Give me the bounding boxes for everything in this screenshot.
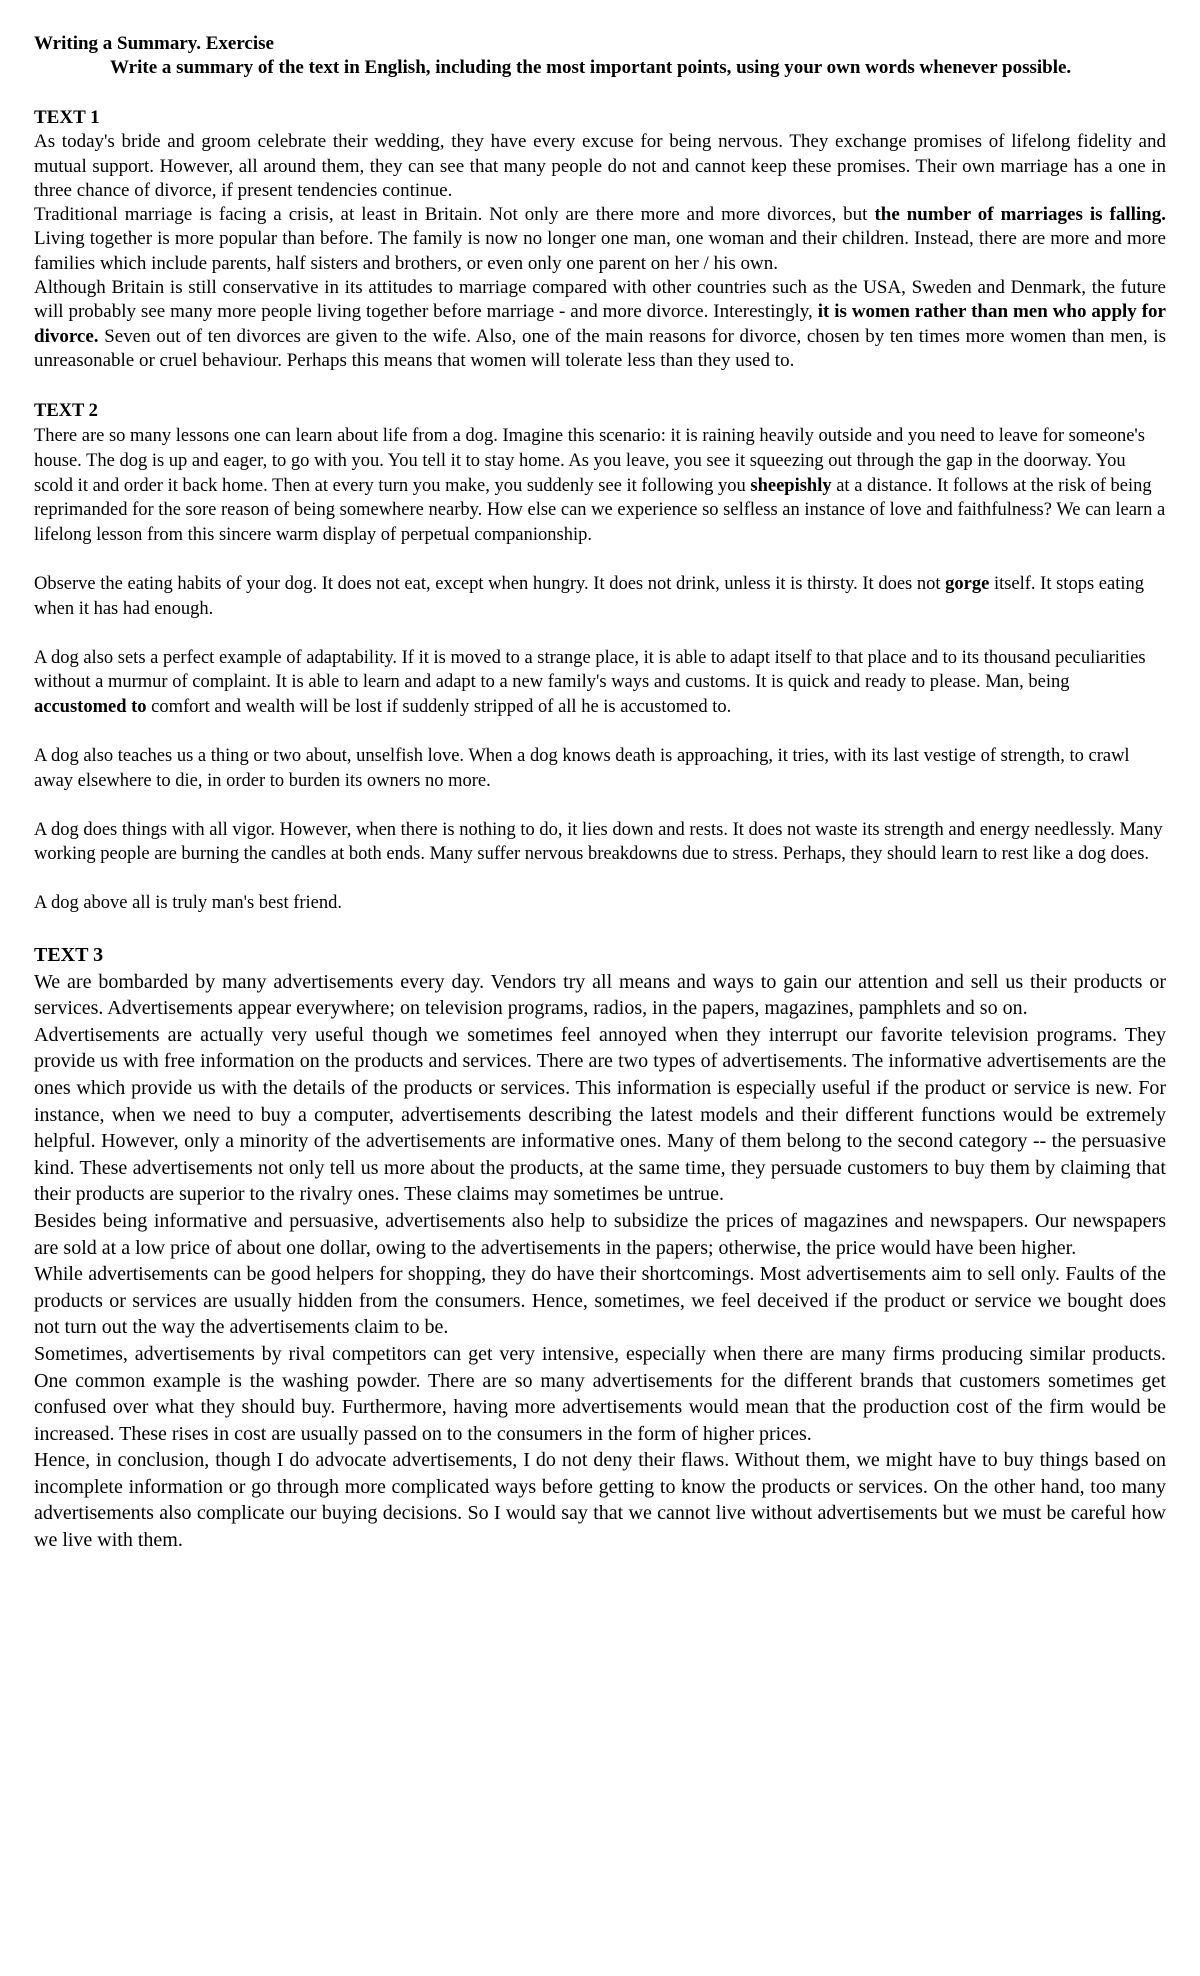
text-3-heading: TEXT 3 xyxy=(34,944,104,967)
text-1-paragraph-3 xyxy=(34,276,1166,373)
bold-word: gorge xyxy=(945,574,990,595)
text-1-paragraph-1: As today's bride and groom celebrate their wedding, they have every excuse for being nervous. They exchange promises of lifelong fidelity and mutual support. However, all around them, they can see that many people do not and cannot keep these promises. Their own marriage has a one in three chance of divorce, if present tendencies continue. xyxy=(34,131,1166,201)
text-3-paragraph-6: Hence, in conclusion, though I do advocate advertisements, I do not deny their flaws. Without them, we might have to buy things based on incomplete information or go through more complicated ways before getting to know the products or services. On the other hand, too many advertisements also complicate our buying decisions. So I would say that we cannot live without advertisements but we must be careful how we live with them. xyxy=(34,1449,1166,1552)
text-2-paragraph-4: A dog also teaches us a thing or two about, unselfish love. When a dog knows death is approaching, it tries, with its last vestige of strength, to crawl away elsewhere to die, in order to burden its owners no more. xyxy=(34,746,1130,791)
spacer xyxy=(34,794,1166,818)
spacer xyxy=(34,548,1166,572)
text-2-paragraph-6: A dog above all is truly man's best friend. xyxy=(34,893,343,914)
bold-phrase: it is women rather than men who apply for divorce. xyxy=(34,301,1166,347)
text-span: Observe the eating habits of your dog. It does not eat, except when hungry. It does not drink, unless it is thirsty. It does not xyxy=(34,574,946,595)
text-3-paragraph-3: Besides being informative and persuasive, advertisements also help to subsidize the prices of magazines and newspapers. Our newspapers are sold at a low price of about one dollar, owing to the advertisements in the papers; otherwise, the price would have been higher. xyxy=(34,1209,1166,1259)
text-span: comfort and wealth will be lost if suddenly stripped of all he is accustomed to. xyxy=(146,697,732,718)
text-3-paragraph-5: Sometimes, advertisements by rival competitors can get very intensive, especially when there are many firms producing similar products. One common example is the washing powder. There are so many advertisements for the different brands that customers sometimes get confused over what they should buy. Furthermore, having more advertisements would mean that the production cost of the firm would be increased. These rises in cost are usually passed on to the consumers in the form of higher prices. xyxy=(34,1342,1166,1445)
text-3-paragraph-4: While advertisements can be good helpers for shopping, they do have their shortcomings. Most advertisements aim to sell only. Faults of the products or services are usually hidden from the consumers. Hence, sometimes, we feel deceived if the product or service we bought does not turn out the way the advertisements claim to be. xyxy=(34,1263,1166,1339)
text-2-section xyxy=(34,399,1166,916)
bold-word: sheepishly xyxy=(750,475,832,496)
text-2-heading: TEXT 2 xyxy=(34,401,98,422)
spacer xyxy=(34,916,1166,942)
spacer xyxy=(34,622,1166,646)
bold-phrase: accustomed to xyxy=(34,697,147,718)
spacer xyxy=(34,720,1166,744)
exercise-instruction: Write a summary of the text in English, including the most important points, using your own words whenever possible. xyxy=(110,57,1072,78)
text-1-heading: TEXT 1 xyxy=(34,107,100,128)
bold-phrase: the number of marriages is falling. xyxy=(874,204,1166,226)
text-2-paragraph-5: A dog does things with all vigor. However, when there is nothing to do, it lies down and rests. It does not waste its strength and energy needlessly. Many working people are burning the candles at both ends. Many suffer nervous breakdowns due to stress. Perhaps, they should learn to rest like a dog does. xyxy=(34,819,1163,865)
text-span: Although Britain is still conservative in its attitudes to marriage compared with other countries such as the USA, Sweden and Denmark, the future will probably see many more people living together before marriage - and more divorce. Interestingly, xyxy=(34,277,1166,323)
document-title: Writing a Summary. Exercise xyxy=(34,33,274,54)
spacer xyxy=(34,80,1166,106)
text-1-paragraph-2 xyxy=(34,203,1166,276)
text-span: There are so many lessons one can learn about life from a dog. Imagine this scenario: it is raining heavily outside and you need to leave for someone's house. The dog is up and eager, to go with you. You tell it to stay home. As you leave, you see it squeezing out through the gap in the doorway. You scold it and order it back home. Then at every turn you make, you suddenly see it following you xyxy=(34,426,1145,496)
text-2-paragraph-2 xyxy=(34,572,1166,622)
text-span: Traditional marriage is facing a crisis, at least in Britain. Not only are there more and more divorces, but xyxy=(34,204,875,226)
text-3-paragraph-2: Advertisements are actually very useful though we sometimes feel annoyed when they interrupt our favorite television programs. They provide us with free information on the products and services. There are two types of advertisements. The informative advertisements are the ones which provide us with the details of the products or services. This information is especially useful if the product or service is new. For instance, when we need to buy a computer, advertisements describing the latest models and their different functions would be extremely helpful. However, only a minority of the advertisements are informative ones. Many of them belong to the second category -- the persuasive kind. These advertisements not only tell us more about the products, at the same time, they persuade customers to buy them by claiming that their products are superior to the rivalry ones. These claims may sometimes be untrue. xyxy=(34,1023,1166,1206)
document-page xyxy=(34,32,1166,1554)
text-3-section xyxy=(34,942,1166,1554)
text-span: at a distance. It follows at the risk of being reprimanded for the sore reason of being somewhere nearby. How else can we experience so selfless an instance of love and faithfulness? We can learn a lifelong lesson from this sincere warm display of perpetual companionship. xyxy=(34,475,1166,546)
text-span: Living together is more popular than before. The family is now no longer one man, one woman and their children. Instead, there are more and more families which include parents, half sisters and brothers, or even only one parent on her / his own. xyxy=(34,228,1166,274)
text-2-paragraph-3 xyxy=(34,646,1166,720)
text-3-paragraph-1: We are bombarded by many advertisements every day. Vendors try all means and ways to gain our attention and sell us their products or services. Advertisements appear everywhere; on television programs, radios, in the papers, magazines, pamphlets and so on. xyxy=(34,970,1166,1020)
spacer xyxy=(34,373,1166,399)
text-2-paragraph-1 xyxy=(34,424,1166,548)
text-span: Seven out of ten divorces are given to the wife. Also, one of the main reasons for divorce, chosen by ten times more women than men, is unreasonable or cruel behaviour. Perhaps this means that women will tolerate less than they used to. xyxy=(34,325,1166,371)
text-span: A dog also sets a perfect example of adaptability. If it is moved to a strange place, it is able to adapt itself to that place and to its thousand peculiarities without a murmur of complaint. It is able to learn and adapt to a new family's ways and customs. It is quick and ready to please. Man, being xyxy=(34,647,1146,693)
spacer xyxy=(34,867,1166,891)
text-span: itself. It stops eating when it has had enough. xyxy=(34,574,1144,619)
text-1-section xyxy=(34,106,1166,373)
